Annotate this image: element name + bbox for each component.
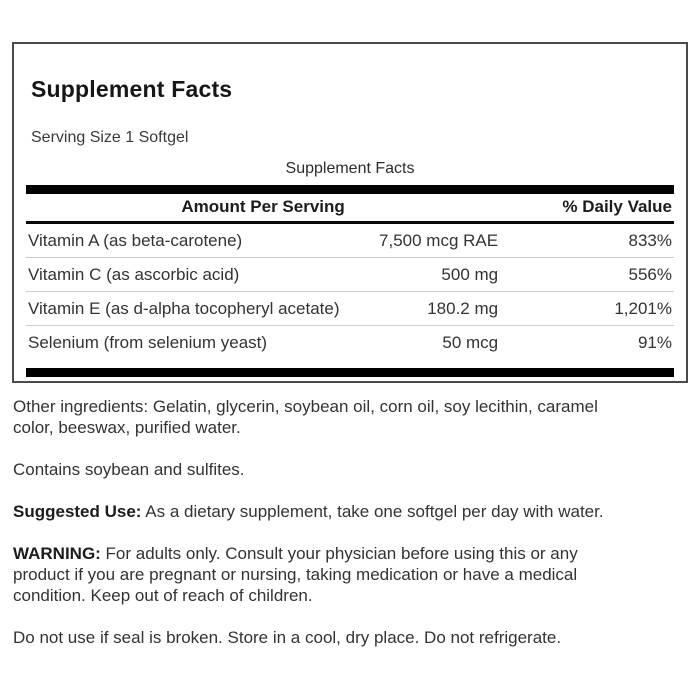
nutrition-table <box>26 194 674 359</box>
table-bottom-bar <box>26 368 674 377</box>
label-title: Supplement Facts <box>31 76 233 102</box>
suggested-use-label: Suggested Use: <box>13 502 142 521</box>
label-info-section <box>13 396 689 669</box>
table-header-row <box>26 194 674 224</box>
contains-paragraph: Contains soybean and sulfites. <box>13 460 245 479</box>
table-row-vitamin-e <box>26 292 674 326</box>
storage-paragraph: Do not use if seal is broken. Store in a cool, dry place. Do not refrigerate. <box>13 628 562 647</box>
header-daily-value: % Daily Value <box>562 197 672 216</box>
table-top-bar <box>26 185 674 194</box>
other-ingredients-line-1: Other ingredients: Gelatin, glycerin, soybean oil, corn oil, soy lecithin, caramel <box>13 397 598 416</box>
warning-label: WARNING: <box>13 544 101 563</box>
other-ingredients-paragraph <box>13 396 689 438</box>
other-ingredients-line-2: color, beeswax, purified water. <box>13 418 241 437</box>
warning-line-2: product if you are pregnant or nursing, taking medication or have a medical <box>13 565 578 584</box>
nutrient-amount: 180.2 mg <box>427 298 499 318</box>
nutrient-daily-value: 833% <box>628 230 672 250</box>
warning-paragraph <box>13 543 689 606</box>
table-caption: Supplement Facts <box>285 160 415 177</box>
supplement-facts-box <box>12 42 688 383</box>
serving-size-text: Serving Size 1 Softgel <box>31 129 189 146</box>
nutrient-daily-value: 91% <box>637 332 672 352</box>
table-row-vitamin-c <box>26 258 674 292</box>
nutrient-amount: 50 mcg <box>442 332 499 352</box>
table-row-vitamin-a <box>26 224 674 258</box>
suggested-use-text: As a dietary supplement, take one softgel per day with water. <box>141 502 604 521</box>
nutrient-name: Vitamin E (as d-alpha tocopheryl acetate) <box>28 298 340 318</box>
nutrient-daily-value: 1,201% <box>614 298 672 318</box>
table-row-selenium <box>26 326 674 359</box>
warning-line-3: condition. Keep out of reach of children. <box>13 586 313 605</box>
warning-line-1 <box>13 543 689 564</box>
nutrient-daily-value: 556% <box>628 264 672 284</box>
nutrient-amount: 500 mg <box>441 264 499 284</box>
warning-line-1-text: For adults only. Consult your physician before using this or any <box>100 544 578 563</box>
header-amount-per-serving: Amount Per Serving <box>181 197 345 216</box>
nutrient-name: Vitamin A (as beta-carotene) <box>28 230 243 250</box>
nutrient-amount: 7,500 mcg RAE <box>379 230 499 250</box>
nutrient-name: Vitamin C (as ascorbic acid) <box>28 264 240 284</box>
nutrient-name: Selenium (from selenium yeast) <box>28 332 268 352</box>
suggested-use-paragraph <box>13 501 689 522</box>
